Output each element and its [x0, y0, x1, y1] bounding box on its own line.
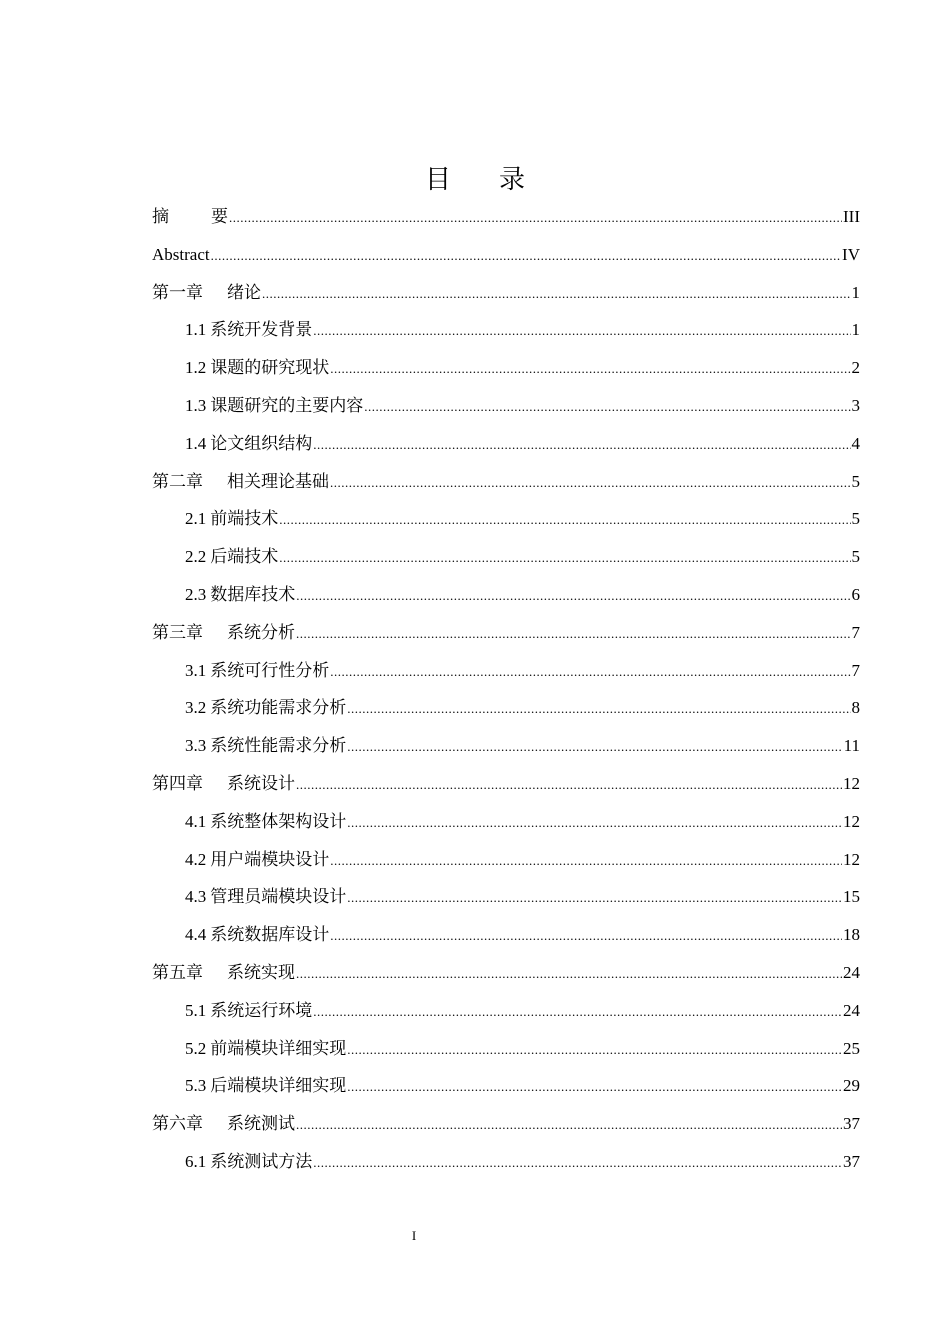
toc-entry-title: 前端技术: [210, 509, 279, 529]
toc-entry-page: 5: [851, 471, 860, 491]
toc-entry[interactable]: [152, 803, 860, 841]
toc-entry[interactable]: [152, 500, 860, 538]
toc-entry-number: 4.1: [185, 811, 207, 831]
toc-dot-leader: [347, 728, 842, 766]
toc-dot-leader: [330, 350, 850, 388]
toc-entry-title: 系统运行环境: [210, 1000, 313, 1020]
toc-entry[interactable]: [152, 992, 860, 1030]
toc-entry-number: 第一章: [152, 282, 203, 302]
toc-entry-number: 摘: [152, 207, 169, 226]
toc-entry[interactable]: [152, 1143, 860, 1181]
toc-dot-leader: [313, 312, 850, 350]
toc-entry-title: 系统数据库设计: [210, 925, 330, 945]
toc-entry-page: 37: [843, 1151, 860, 1171]
toc-entry-title: 数据库技术: [210, 584, 296, 604]
toc-dot-leader: [330, 917, 842, 955]
toc-entry-label: [185, 425, 312, 463]
toc-title-char-2: 录: [499, 165, 526, 194]
toc-entry-number: 1.3: [185, 395, 207, 415]
toc-dot-leader: [229, 199, 842, 237]
toc-entry-page: 37: [843, 1114, 860, 1134]
toc-entry-title: 系统开发背景: [210, 320, 313, 340]
toc-entry-number: 第三章: [152, 622, 203, 642]
toc-dot-leader: [313, 1144, 842, 1182]
toc-list: [152, 198, 860, 1181]
toc-entry-page: 7: [851, 660, 860, 680]
toc-entry-title: 课题的研究现状: [210, 358, 330, 378]
toc-entry[interactable]: [152, 387, 860, 425]
toc-entry-label: [185, 500, 278, 538]
toc-entry-number: 5.2: [185, 1038, 207, 1058]
toc-dot-leader: [279, 501, 850, 539]
toc-entry-label: [152, 463, 329, 501]
toc-entry-number: 2.2: [185, 547, 207, 567]
toc-entry[interactable]: [152, 954, 860, 992]
toc-entry-number: 5.1: [185, 1000, 207, 1020]
toc-dot-leader: [313, 993, 842, 1031]
toc-entry-title: 前端模块详细实现: [210, 1038, 347, 1058]
toc-entry-page: 24: [843, 1000, 860, 1020]
toc-entry-title: 系统实现: [227, 962, 295, 982]
toc-entry-page: 12: [843, 811, 860, 831]
toc-dot-leader: [330, 464, 851, 502]
toc-entry-page: 1: [851, 282, 860, 302]
toc-entry[interactable]: [152, 311, 860, 349]
toc-entry[interactable]: [152, 727, 860, 765]
toc-entry[interactable]: [152, 1067, 860, 1105]
toc-entry-number: 3.1: [185, 660, 207, 680]
toc-entry-label: [152, 198, 228, 236]
toc-entry-label: [185, 727, 346, 765]
toc-entry[interactable]: [152, 1105, 860, 1143]
toc-entry-page: 4: [851, 433, 860, 453]
toc-entry-page: 24: [843, 962, 860, 982]
toc-entry-title: 后端技术: [210, 547, 279, 567]
toc-entry-page: 3: [851, 395, 860, 415]
toc-dot-leader: [347, 1031, 842, 1069]
toc-entry-title: 系统分析: [227, 622, 295, 642]
toc-entry-title: 要: [211, 207, 228, 226]
toc-entry-label: [185, 1143, 312, 1181]
page-number-footer: I: [411, 1228, 417, 1243]
toc-entry-label: [185, 576, 295, 614]
toc-entry-title: Abstract: [152, 244, 210, 264]
toc-entry-number: 3.3: [185, 736, 207, 756]
toc-entry-number: 1.1: [185, 320, 207, 340]
toc-entry-title: 绪论: [227, 282, 261, 302]
toc-entry-page: 12: [843, 849, 860, 869]
toc-entry-label: [185, 387, 363, 425]
toc-entry[interactable]: [152, 349, 860, 387]
toc-entry-title: 系统性能需求分析: [210, 736, 347, 756]
toc-dot-leader: [279, 539, 850, 577]
toc-entry-number: 2.3: [185, 584, 207, 604]
toc-entry-page: 2: [851, 358, 860, 378]
toc-dot-leader: [313, 426, 850, 464]
toc-entry[interactable]: [152, 1030, 860, 1068]
toc-dot-leader: [347, 804, 842, 842]
toc-entry-label: [185, 803, 346, 841]
toc-dot-leader: [296, 955, 842, 993]
toc-entry-number: 4.2: [185, 849, 207, 869]
toc-entry-title: 系统设计: [227, 773, 295, 793]
toc-title: [0, 160, 950, 200]
toc-entry-label: [185, 652, 329, 690]
toc-dot-leader: [364, 388, 850, 426]
toc-entry-page: 29: [843, 1076, 860, 1096]
toc-entry-title: 管理员端模块设计: [210, 887, 347, 907]
toc-entry-label: [152, 274, 261, 312]
toc-entry-page: 11: [843, 736, 860, 756]
toc-entry-title: 系统测试: [227, 1114, 295, 1134]
toc-entry-title: 后端模块详细实现: [210, 1076, 347, 1096]
toc-entry-number: 1.4: [185, 433, 207, 453]
toc-entry-label: [185, 349, 329, 387]
toc-entry[interactable]: [152, 198, 860, 236]
toc-entry[interactable]: [152, 538, 860, 576]
toc-entry-page: 12: [843, 773, 860, 793]
toc-entry-label: [185, 1067, 346, 1105]
toc-entry[interactable]: [152, 274, 860, 312]
toc-entry-title: 论文组织结构: [210, 433, 313, 453]
toc-dot-leader: [296, 766, 842, 804]
toc-entry-page: 5: [851, 509, 860, 529]
toc-entry-label: [185, 689, 346, 727]
toc-entry-page: 8: [851, 698, 860, 718]
toc-entry-page: 18: [843, 925, 860, 945]
toc-dot-leader: [347, 690, 850, 728]
toc-entry-title: 相关理论基础: [227, 471, 329, 491]
toc-entry[interactable]: [152, 689, 860, 727]
toc-entry-number: 第四章: [152, 773, 203, 793]
toc-entry[interactable]: [152, 576, 860, 614]
toc-entry-label: [152, 236, 210, 274]
toc-dot-leader: [262, 275, 851, 313]
toc-entry-page: 15: [843, 887, 860, 907]
toc-entry-number: 4.4: [185, 925, 207, 945]
toc-entry-number: 4.3: [185, 887, 207, 907]
toc-entry-title: 系统功能需求分析: [210, 698, 347, 718]
toc-entry-page: 6: [851, 584, 860, 604]
toc-dot-leader: [296, 1106, 842, 1144]
toc-entry-number: 1.2: [185, 358, 207, 378]
toc-entry-number: 5.3: [185, 1076, 207, 1096]
toc-entry-label: [185, 878, 346, 916]
toc-entry-number: 6.1: [185, 1151, 207, 1171]
toc-entry-label: [185, 311, 312, 349]
toc-entry-label: [152, 1105, 295, 1143]
toc-entry-number: 第五章: [152, 962, 203, 982]
toc-entry[interactable]: [152, 652, 860, 690]
toc-entry-page: IV: [842, 244, 860, 264]
toc-entry-number: 第六章: [152, 1114, 203, 1134]
toc-entry[interactable]: [152, 878, 860, 916]
toc-entry-title: 系统整体架构设计: [210, 811, 347, 831]
toc-entry-label: [185, 841, 329, 879]
toc-entry-label: [185, 916, 329, 954]
toc-entry-number: 2.1: [185, 509, 207, 529]
toc-dot-leader: [296, 577, 850, 615]
toc-entry-number: 3.2: [185, 698, 207, 718]
toc-entry[interactable]: [152, 765, 860, 803]
toc-entry[interactable]: [152, 841, 860, 879]
toc-entry-label: [185, 992, 312, 1030]
toc-dot-leader: [347, 1068, 842, 1106]
toc-entry[interactable]: [152, 614, 860, 652]
toc-entry[interactable]: [152, 425, 860, 463]
toc-entry-title: 用户端模块设计: [210, 849, 330, 869]
toc-dot-leader: [330, 842, 842, 880]
toc-entry-label: [152, 765, 295, 803]
toc-dot-leader: [330, 653, 850, 691]
toc-dot-leader: [296, 615, 851, 653]
toc-entry-title: 系统测试方法: [210, 1151, 313, 1171]
toc-title-char-1: 目: [424, 165, 451, 194]
toc-entry-label: [152, 614, 295, 652]
toc-entry-page: 7: [851, 622, 860, 642]
toc-entry-title: 系统可行性分析: [210, 660, 330, 680]
toc-entry-page: III: [843, 207, 860, 226]
toc-dot-leader: [347, 879, 842, 917]
toc-entry-page: 1: [851, 320, 860, 340]
toc-entry-label: [185, 1030, 346, 1068]
toc-entry-title: 课题研究的主要内容: [210, 395, 364, 415]
toc-entry-label: [185, 538, 278, 576]
toc-entry[interactable]: [152, 916, 860, 954]
toc-entry-page: 25: [843, 1038, 860, 1058]
toc-entry-label: [152, 954, 295, 992]
toc-dot-leader: [211, 237, 841, 275]
toc-entry[interactable]: [152, 463, 860, 501]
toc-entry[interactable]: [152, 236, 860, 274]
toc-entry-page: 5: [851, 547, 860, 567]
toc-entry-number: 第二章: [152, 471, 203, 491]
